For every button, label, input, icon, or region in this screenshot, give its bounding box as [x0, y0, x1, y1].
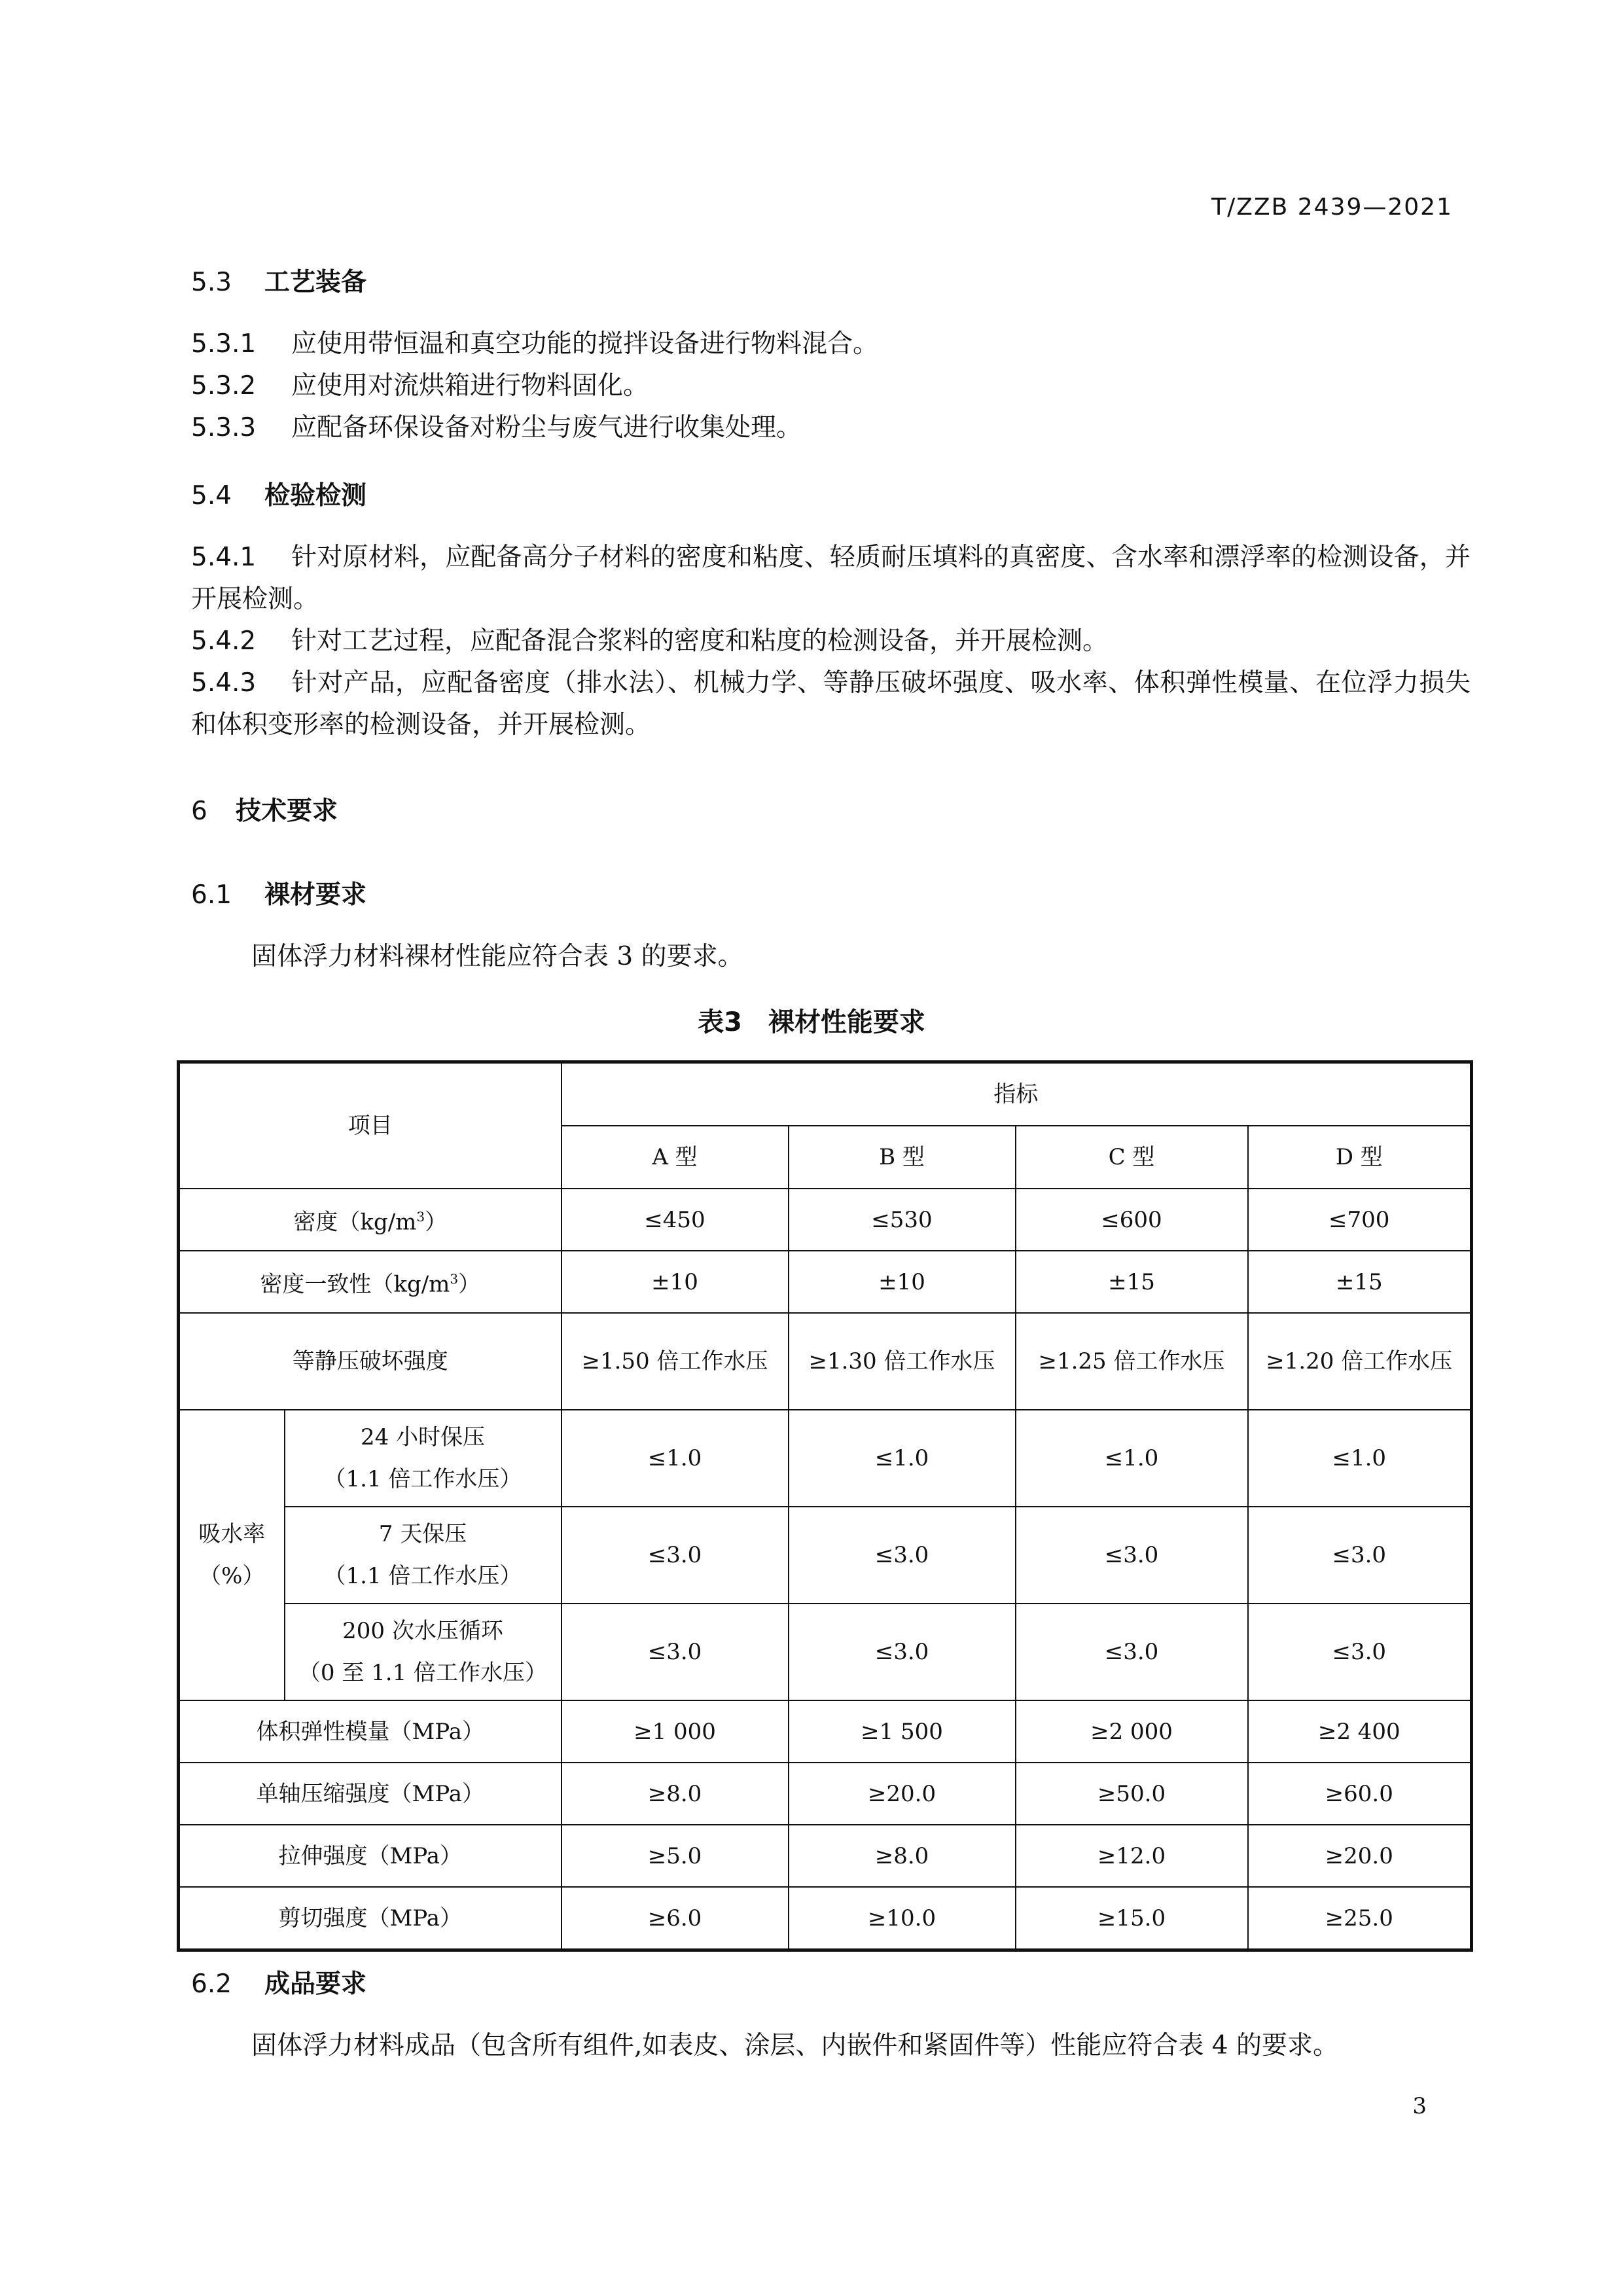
value-cell: ≥8.0: [789, 1825, 1016, 1887]
value-cell: ≥1 500: [789, 1700, 1016, 1763]
row-label: 24 小时保压 （1.1 倍工作水压）: [285, 1410, 562, 1507]
value-cell: ≥25.0: [1248, 1887, 1472, 1950]
value-cell: ≥6.0: [562, 1887, 789, 1950]
section-title: 技术要求: [236, 797, 338, 826]
value-cell: ≥20.0: [789, 1763, 1016, 1825]
value-cell: ≤1.0: [1016, 1410, 1248, 1507]
value-cell: ≥60.0: [1248, 1763, 1472, 1825]
type-d: D 型: [1248, 1126, 1472, 1189]
value-cell: ≤1.0: [1248, 1410, 1472, 1507]
section-title: 工艺装备: [264, 268, 367, 297]
page-number: 3: [1412, 2093, 1427, 2119]
heading-6: [191, 791, 338, 827]
row-label: 密度一致性$(kg/m^3)$: [179, 1251, 562, 1313]
value-cell: ≥2 000: [1016, 1700, 1248, 1763]
row-label: 7 天保压 （1.1 倍工作水压）: [285, 1507, 562, 1604]
value-cell: ±10: [789, 1251, 1016, 1313]
section-number: 6: [191, 797, 207, 826]
value-cell: ≤3.0: [1016, 1507, 1248, 1604]
value-cell: ≥8.0: [562, 1763, 789, 1825]
row-label: 拉伸强度（MPa）: [179, 1825, 562, 1887]
row-label: 等静压破坏强度: [179, 1313, 562, 1410]
document-code: T/ZZB 2439—2021: [1211, 194, 1453, 221]
clause-text: 应使用带恒温和真空功能的搅拌设备进行物料混合。: [291, 329, 879, 359]
value-cell: ±10: [562, 1251, 789, 1313]
value-cell: ≤3.0: [789, 1507, 1016, 1604]
value-cell: ±15: [1248, 1251, 1472, 1313]
value-cell: ≤3.0: [562, 1604, 789, 1700]
value-cell: ≥2 400: [1248, 1700, 1472, 1763]
value-cell: ≤3.0: [1248, 1604, 1472, 1700]
value-cell: ≥1.20 倍工作水压: [1248, 1313, 1472, 1410]
heading-6-1: [191, 874, 366, 911]
type-c: C 型: [1016, 1126, 1248, 1189]
row-label: 单轴压缩强度（MPa）: [179, 1763, 562, 1825]
section-number: 5.4: [191, 481, 232, 511]
clause-number: 5.4.2: [191, 626, 257, 656]
value-cell: ≥1.25 倍工作水压: [1016, 1313, 1248, 1410]
table-header-row: [179, 1062, 1472, 1126]
value-cell: ≤600: [1016, 1189, 1248, 1251]
value-cell: ≤530: [789, 1189, 1016, 1251]
row-label: 密度$(kg/m^3)$: [179, 1189, 562, 1251]
value-cell: ≤1.0: [789, 1410, 1016, 1507]
section-title: 检验检测: [264, 481, 367, 511]
clause-text: 应使用对流烘箱进行物料固化。: [291, 371, 649, 401]
clause-5-3-3: [191, 407, 802, 449]
value-cell: ≤450: [562, 1189, 789, 1251]
clause-text: 针对产品，应配备密度（排水法）、机械力学、等静压破坏强度、吸水率、体积弹性模量、在位浮力损失和体积变形率的检测设备，并开展检测。: [191, 668, 1471, 740]
value-cell: ≤3.0: [789, 1604, 1016, 1700]
heading-5-4: [191, 475, 366, 512]
clause-text: 针对原材料，应配备高分子材料的密度和粘度、轻质耐压填料的真密度、含水率和漂浮率的检测设备，并开展检测。: [191, 543, 1471, 614]
clause-number: 5.4.1: [191, 543, 257, 572]
section-number: 5.3: [191, 268, 232, 297]
section-number: 6.1: [191, 880, 232, 910]
clause-number: 5.3.1: [191, 329, 257, 359]
value-cell: ±15: [1016, 1251, 1248, 1313]
section-title: 裸材要求: [264, 880, 367, 910]
header-item: 项目: [179, 1062, 562, 1189]
value-cell: ≥10.0: [789, 1887, 1016, 1950]
clause-5-4-2: [191, 620, 1471, 662]
value-cell: ≤3.0: [1016, 1604, 1248, 1700]
section-title: 成品要求: [264, 1969, 367, 1999]
table-row: [179, 1604, 1472, 1700]
table-caption: 表3 裸材性能要求: [698, 1007, 925, 1037]
row-label: 体积弹性模量（MPa）: [179, 1700, 562, 1763]
clause-number: 5.4.3: [191, 668, 257, 698]
table-row: [179, 1251, 1472, 1313]
clause-5-3-1: [191, 323, 878, 365]
value-cell: ≥50.0: [1016, 1763, 1248, 1825]
value-cell: ≥1.50 倍工作水压: [562, 1313, 789, 1410]
table-row: [179, 1189, 1472, 1251]
table-row: [179, 1313, 1472, 1410]
clause-5-4-1: [191, 537, 1471, 620]
header-index: 指标: [562, 1062, 1472, 1126]
clause-text: 针对工艺过程，应配备混合浆料的密度和粘度的检测设备，并开展检测。: [291, 626, 1109, 656]
water-absorption-label: 吸水率 （%）: [179, 1410, 285, 1700]
section-number: 6.2: [191, 1969, 232, 1999]
value-cell: ≥5.0: [562, 1825, 789, 1887]
paragraph-6-2: 固体浮力材料成品（包含所有组件,如表皮、涂层、内嵌件和紧固件等）性能应符合表 4 的要求。: [251, 2031, 1339, 2060]
heading-5-3: [191, 262, 366, 298]
value-cell: ≥1.30 倍工作水压: [789, 1313, 1016, 1410]
value-cell: ≥12.0: [1016, 1825, 1248, 1887]
clause-number: 5.3.2: [191, 371, 257, 401]
row-label: 剪切强度（MPa）: [179, 1887, 562, 1950]
table-row: [179, 1700, 1472, 1763]
value-cell: ≥1 000: [562, 1700, 789, 1763]
value-cell: ≥15.0: [1016, 1887, 1248, 1950]
value-cell: ≤700: [1248, 1189, 1472, 1251]
value-cell: ≤3.0: [1248, 1507, 1472, 1604]
type-b: B 型: [789, 1126, 1016, 1189]
clause-text: 应配备环保设备对粉尘与废气进行收集处理。: [291, 413, 802, 442]
value-cell: ≤3.0: [562, 1507, 789, 1604]
table-row: [179, 1507, 1472, 1604]
table-row: [179, 1763, 1472, 1825]
row-label: 200 次水压循环 （0 至 1.1 倍工作水压）: [285, 1604, 562, 1700]
table-row: [179, 1887, 1472, 1950]
heading-6-2: [191, 1964, 366, 2000]
table-row: [179, 1825, 1472, 1887]
paragraph-6-1: 固体浮力材料裸材性能应符合表 3 的要求。: [251, 942, 743, 971]
value-cell: ≥20.0: [1248, 1825, 1472, 1887]
clause-5-4-3: [191, 662, 1471, 746]
value-cell: ≤1.0: [562, 1410, 789, 1507]
type-a: A 型: [562, 1126, 789, 1189]
table-row: [179, 1410, 1472, 1507]
clause-number: 5.3.3: [191, 413, 257, 442]
clause-5-3-2: [191, 365, 649, 407]
spec-table: [177, 1060, 1473, 1952]
